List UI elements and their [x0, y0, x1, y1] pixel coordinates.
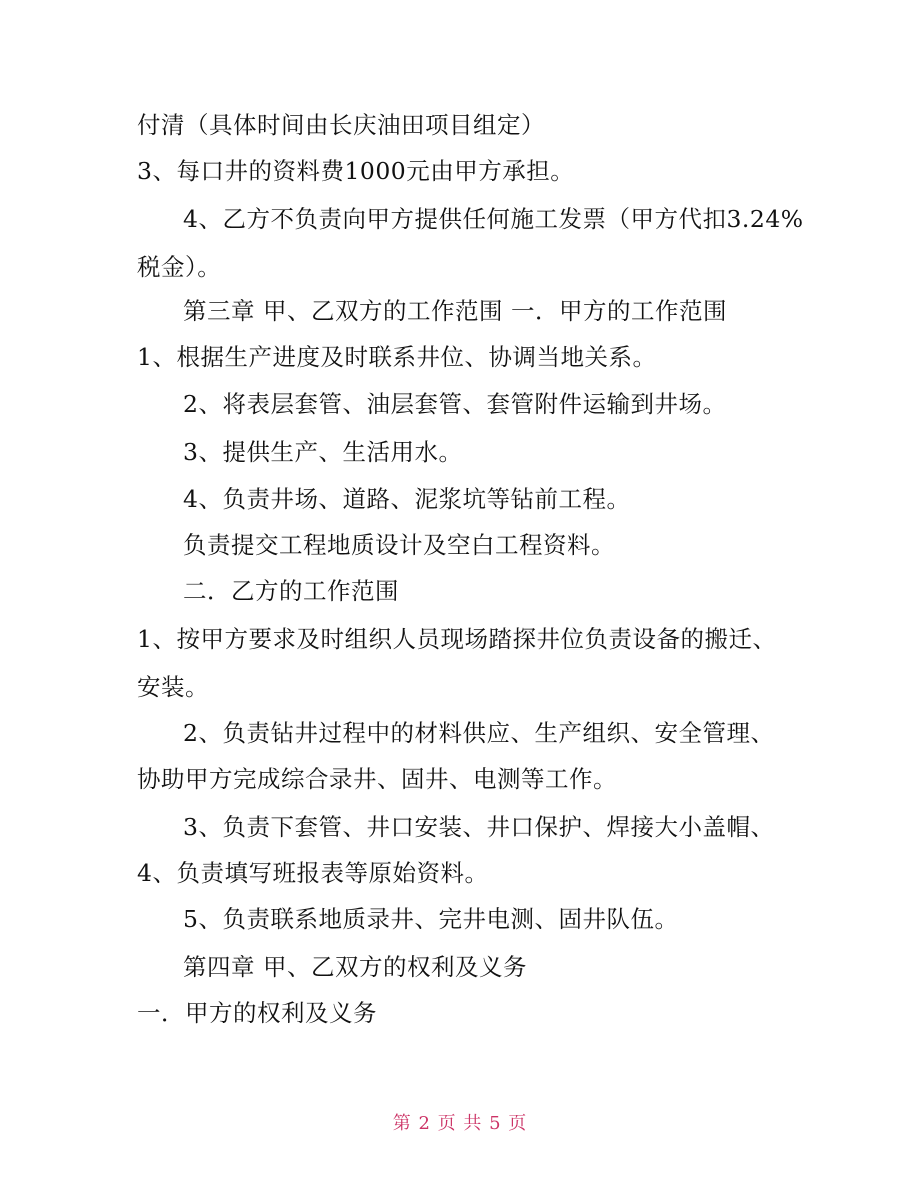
text-line-6: 1、根据生产进度及时联系井位、协调当地关系。 [137, 343, 657, 371]
page-number-footer: 第 2 页 共 5 页 [392, 1113, 528, 1134]
text-line-14: 2、负责钻井过程中的材料供应、生产组织、安全管理、 [183, 719, 775, 747]
text-line-9: 4、负责井场、道路、泥浆坑等钻前工程。 [183, 485, 631, 513]
text-line-2: 3、每口井的资料费1000元由甲方承担。 [137, 157, 575, 185]
chapter-heading-4: 第四章 甲、乙双方的权利及义务 [183, 953, 527, 981]
text-line-12: 1、按甲方要求及时组织人员现场踏探井位负责设备的搬迁、 [137, 625, 777, 653]
section-heading-party-a-rights: 一．甲方的权利及义务 [137, 999, 377, 1027]
text-line-10: 负责提交工程地质设计及空白工程资料。 [183, 531, 615, 559]
text-line-3: 4、乙方不负责向甲方提供任何施工发票（甲方代扣3.24% [183, 205, 804, 233]
text-line-1: 付清（具体时间由长庆油田项目组定） [137, 111, 545, 139]
text-line-16: 3、负责下套管、井口安装、井口保护、焊接大小盖帽、 [183, 813, 775, 841]
text-line-17: 4、负责填写班报表等原始资料。 [137, 859, 489, 887]
section-heading-party-b: 二．乙方的工作范围 [183, 577, 399, 605]
text-line-7: 2、将表层套管、油层套管、套管附件运输到井场。 [183, 390, 727, 418]
chapter-heading-3: 第三章 甲、乙双方的工作范围 一．甲方的工作范围 [183, 297, 727, 325]
text-line-18: 5、负责联系地质录井、完井电测、固井队伍。 [183, 905, 679, 933]
text-line-4: 税金）。 [137, 253, 222, 281]
text-line-13: 安装。 [137, 673, 209, 701]
text-line-8: 3、提供生产、生活用水。 [183, 438, 463, 466]
text-line-15: 协助甲方完成综合录井、固井、电测等工作。 [137, 765, 617, 793]
